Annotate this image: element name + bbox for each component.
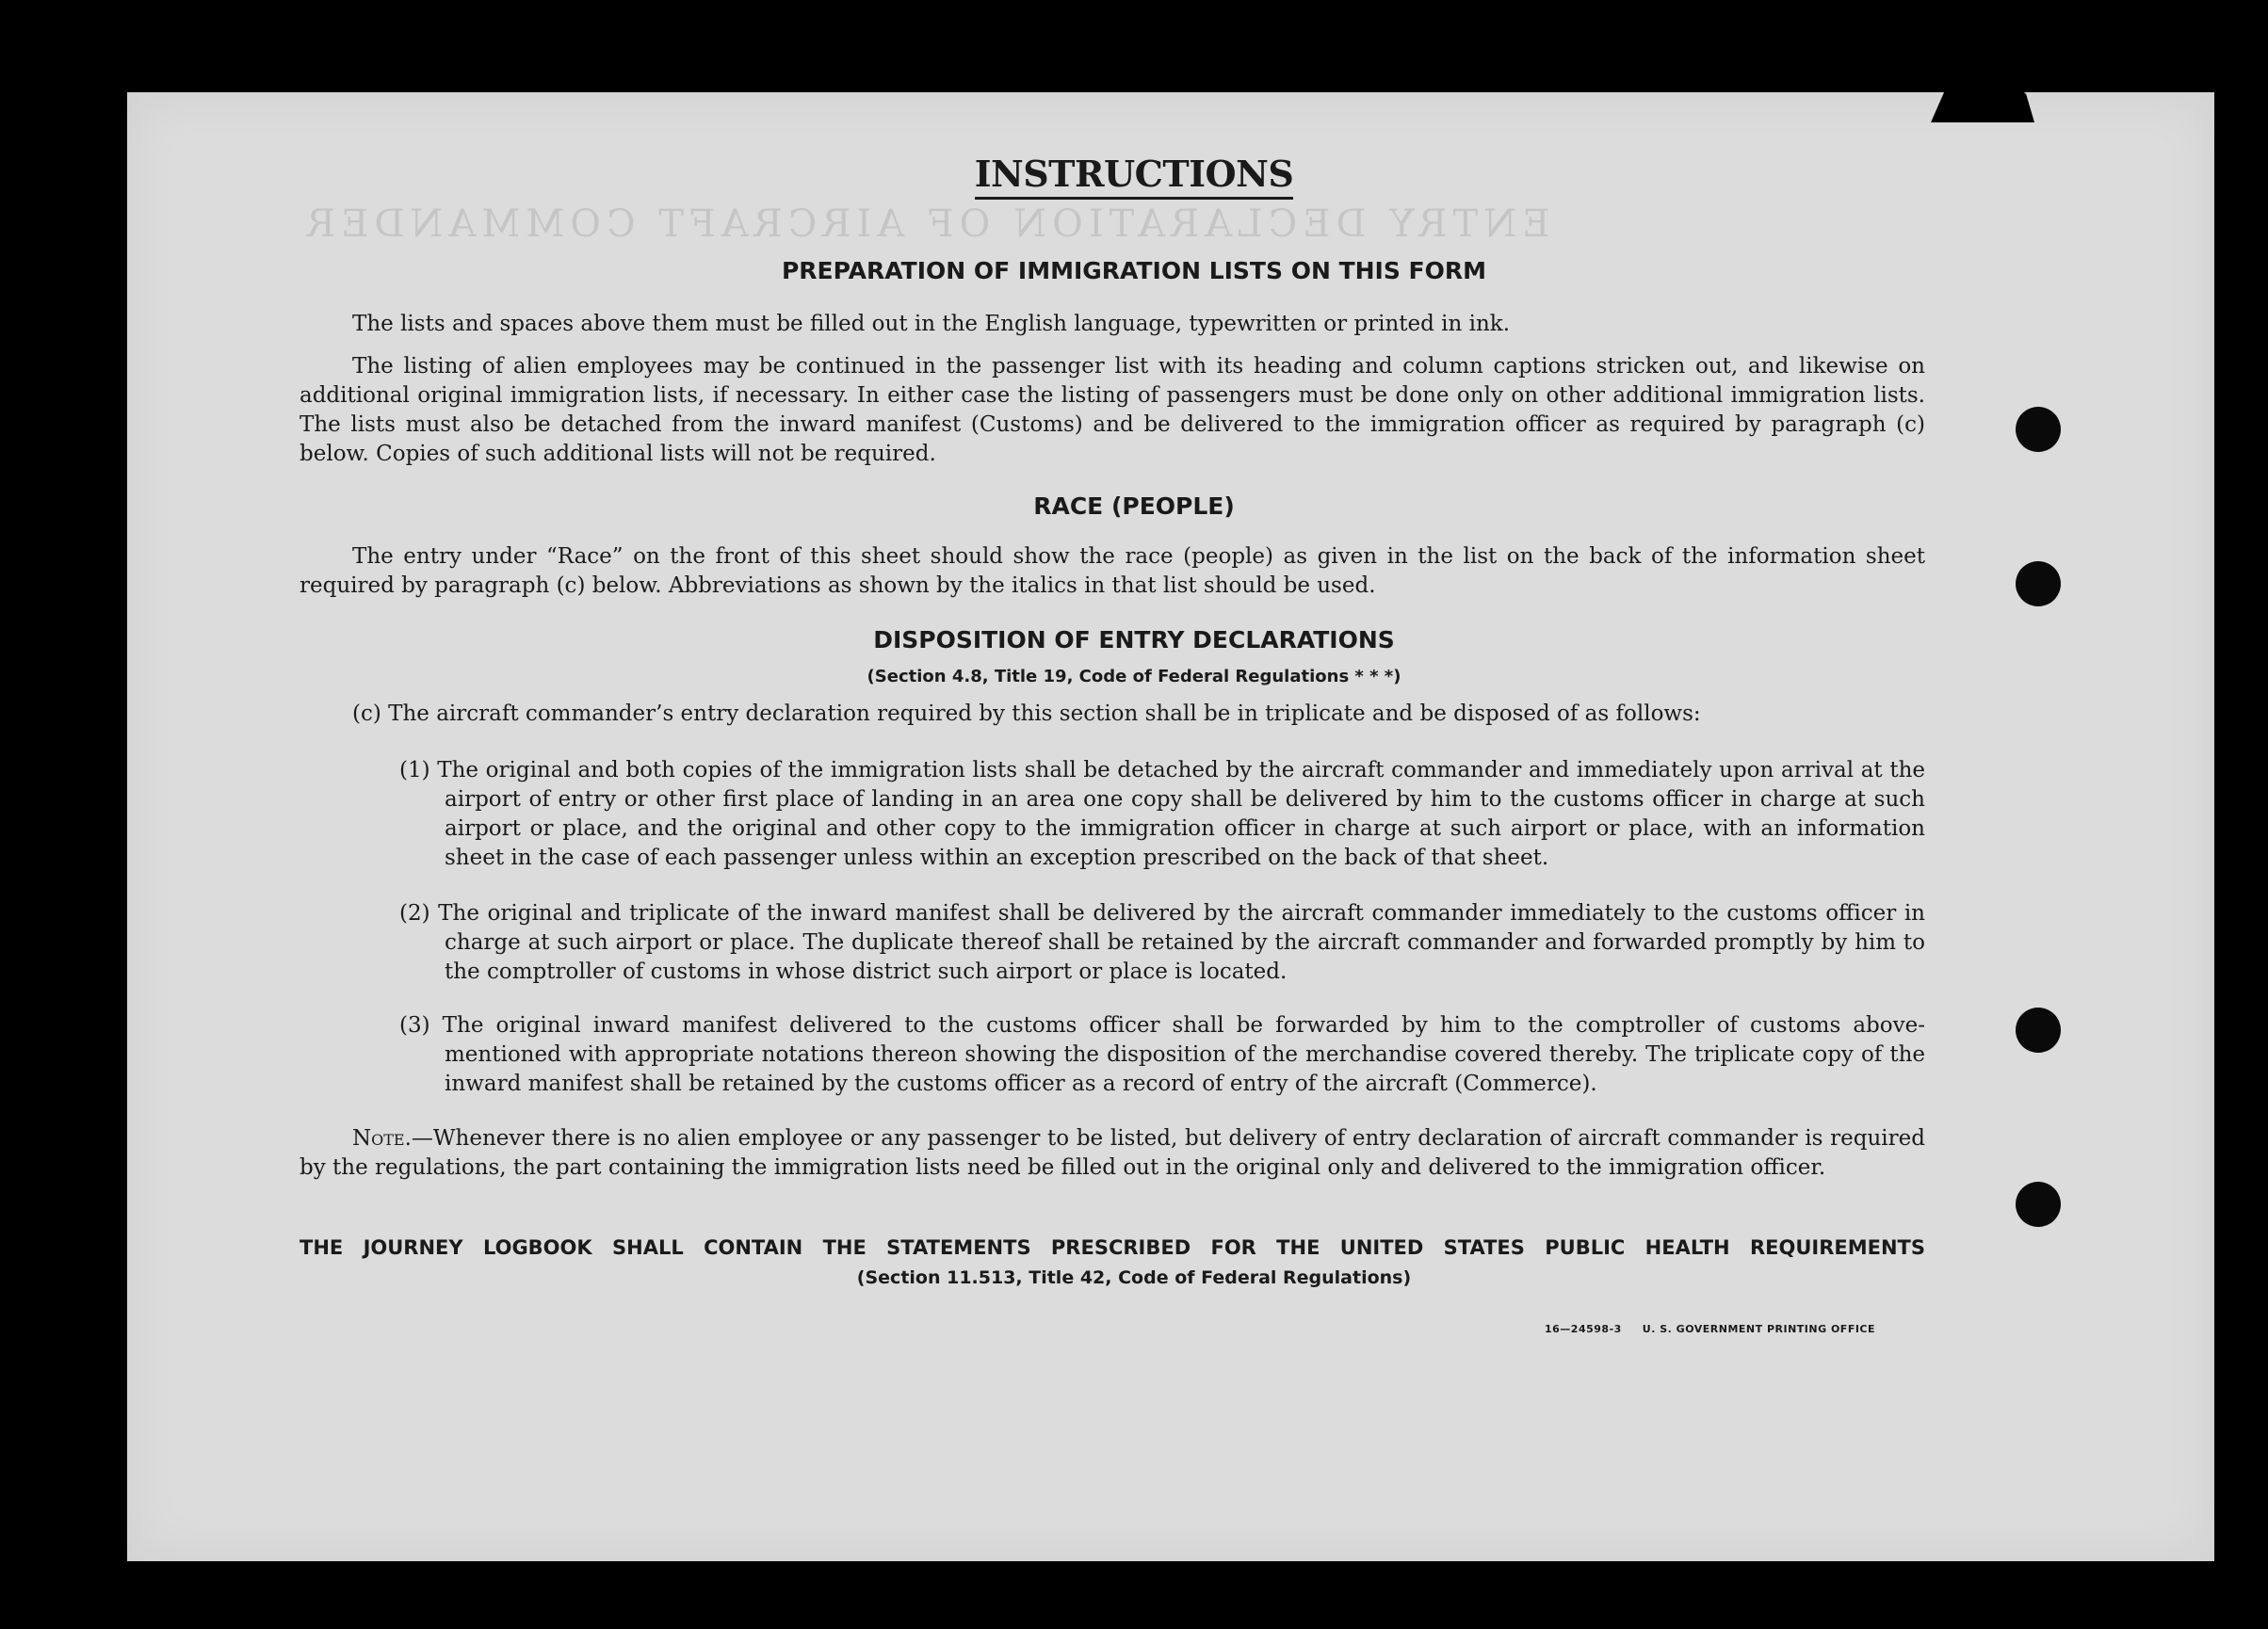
- binder-hole: [2016, 561, 2061, 606]
- health-citation: (Section 11.513, Title 42, Code of Federal Regulations): [856, 1267, 1412, 1288]
- note-text: —Whenever there is no alien employee or any passenger to be listed, but delivery of entry declaration of aircraft commander is required by the regulations, the part containing the immigration lists need be filled out in the original only and delivered to the immigration officer.: [300, 1126, 1925, 1180]
- section-heading-preparation: PREPARATION OF IMMIGRATION LISTS ON THIS FORM: [781, 257, 1487, 284]
- clause-item-3: (3) The original inward manifest delivered to the customs officer shall be forwarded by him to the comptroller of customs above-mentioned with appropriate notations thereon showing the disposition of the merchandise covered thereby. The triplicate copy of the inward manifest shall be retained by the customs officer as a record of entry of the aircraft (Commerce).: [399, 1013, 1925, 1096]
- disposition-citation: (Section 4.8, Title 19, Code of Federal Regulations * * *): [867, 667, 1401, 686]
- page-title: INSTRUCTIONS: [0, 153, 2268, 195]
- show-through-text: ENTRY DECLARATION OF AIRCRAFT COMMANDER: [301, 202, 1550, 246]
- note-lead: Note.: [352, 1126, 412, 1151]
- note-paragraph: [300, 1124, 1925, 1183]
- form-code: 16—24598-3: [1545, 1323, 1622, 1335]
- health-requirements-line: THE JOURNEY LOGBOOK SHALL CONTAIN THE STATEMENTS PRESCRIBED FOR THE UNITED STATES PUBLIC HEALTH REQUIREMENTS: [300, 1236, 1925, 1259]
- binder-hole: [2016, 1008, 2061, 1053]
- binder-hole: [2016, 407, 2061, 452]
- race-paragraph: The entry under “Race” on the front of this sheet should show the race (people) as given in the list on the back of the information sheet required by paragraph (c) below. Abbreviations as shown by the italics in that list should be used.: [300, 544, 1925, 598]
- binder-hole: [2016, 1182, 2061, 1227]
- section-heading-race: RACE (PEOPLE): [1033, 492, 1235, 520]
- clause-item-2: (2) The original and triplicate of the inward manifest shall be delivered by the aircraft commander immediately to the customs officer in charge at such airport or place. The duplicate thereof shall be retained by the aircraft commander and forwarded promptly by him to the comptroller of customs in whose district such airport or place is located.: [399, 901, 1925, 984]
- preparation-paragraph-2: The listing of alien employees may be continued in the passenger list with its heading and column captions stricken out, and likewise on additional original immigration lists, if necessary. In either case the listing of passengers must be done only on other additional immigration lists. The lists must also be detached from the inward manifest (Customs) and be delivered to the immigration officer as required by paragraph (c) below. Copies of such additional lists will not be required.: [300, 354, 1925, 466]
- printer-imprint: [1545, 1323, 1875, 1335]
- section-heading-disposition: DISPOSITION OF ENTRY DECLARATIONS: [873, 626, 1395, 653]
- clause-c: (c) The aircraft commander’s entry declaration required by this section shall be in triplicate and be disposed of as follows:: [352, 702, 1701, 726]
- preparation-paragraph-1: The lists and spaces above them must be filled out in the English language, typewritten or printed in ink.: [352, 312, 1511, 336]
- printing-office: U. S. GOVERNMENT PRINTING OFFICE: [1642, 1323, 1876, 1335]
- torn-corner: [1931, 75, 2034, 122]
- clause-item-1: (1) The original and both copies of the immigration lists shall be detached by the aircraft commander and immediately upon arrival at the airport of entry or other first place of landing in an area one copy shall be delivered by him to the customs officer in charge at such airport or place, and the original and other copy to the immigration officer in charge at such airport or place, with an information sheet in the case of each passenger unless within an exception prescribed on the back of that sheet.: [399, 758, 1925, 870]
